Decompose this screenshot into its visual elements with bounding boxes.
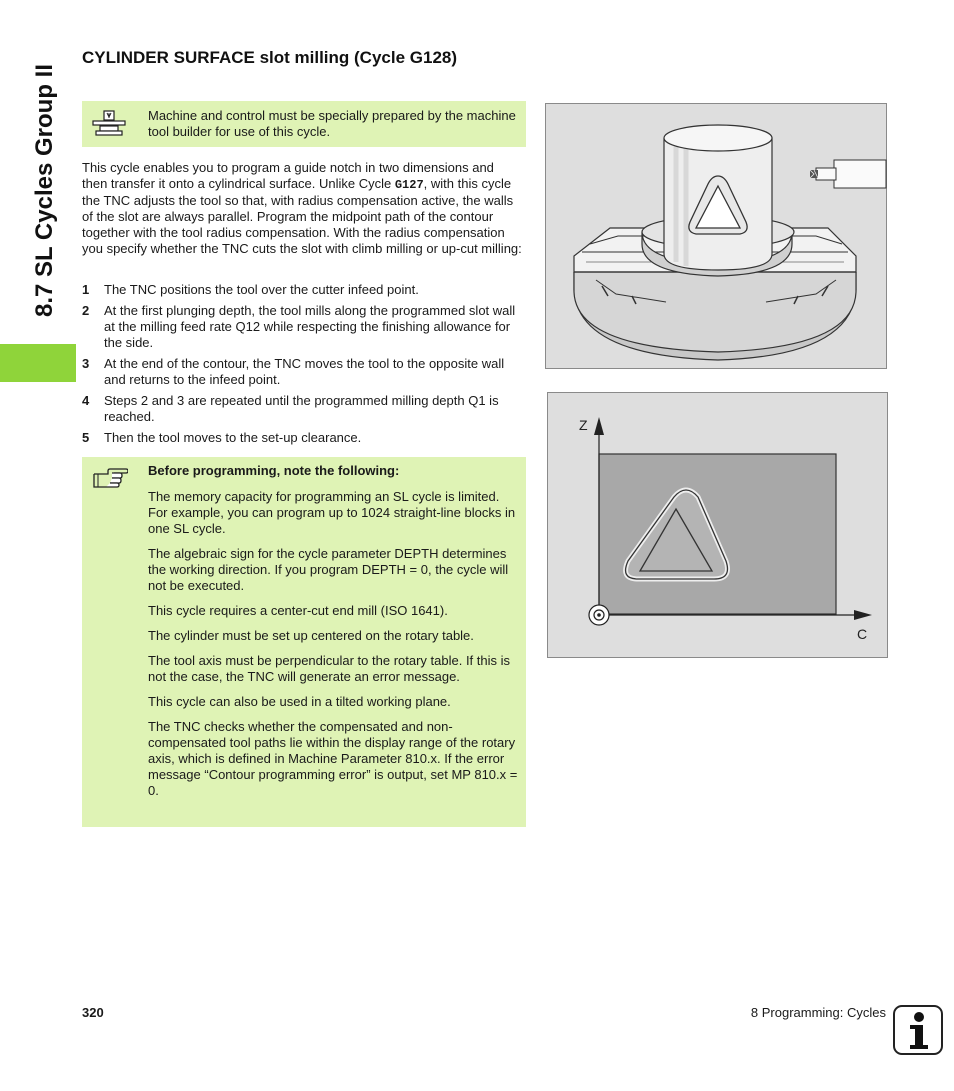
info-icon[interactable]	[893, 1005, 943, 1055]
step-text: Steps 2 and 3 are repeated until the programmed milling depth Q1 is reached.	[104, 393, 499, 424]
programming-note-paragraph: This cycle can also be used in a tilted working plane.	[148, 694, 451, 709]
intro-text-after: , with this cycle the TNC adjusts the tool so that, with radius compensation active, the walls of the slot are always parallel. Program the midpoint path of the contour together with the tool radius compensation. With the radius compensation you specify whether the TNC cuts the slot with climb milling or up-cut milling:	[82, 176, 522, 256]
step-item	[82, 303, 526, 351]
page-title: CYLINDER SURFACE slot milling (Cycle G128)	[82, 48, 458, 67]
step-text: Then the tool moves to the set-up clearance.	[104, 430, 362, 445]
programming-note-paragraph: The TNC checks whether the compensated and non-compensated tool paths lie within the display range of the rotary axis, which is defined in Machine Parameter 810.x. If the error message “Contour programming error” is output, set MP 810.x = 0.	[148, 719, 518, 798]
step-item	[82, 430, 526, 446]
programming-note-paragraph: The cylinder must be set up centered on the rotary table.	[148, 628, 474, 643]
step-number: 5	[82, 430, 90, 445]
pointing-hand-icon	[92, 465, 128, 496]
programming-note-box	[82, 457, 526, 827]
axis-label-z: Z	[579, 417, 588, 433]
step-item	[82, 356, 526, 388]
intro-text-before: This cycle enables you to program a guide notch in two dimensions and then transfer it onto a cylindrical surface. Unlike Cycle	[82, 160, 494, 191]
step-item	[82, 282, 526, 298]
axis-label-c: C	[857, 626, 868, 642]
step-text: The TNC positions the tool over the cutter infeed point.	[104, 282, 419, 297]
intro-paragraph	[82, 160, 522, 257]
step-number: 1	[82, 282, 90, 297]
machine-note-box	[82, 101, 526, 147]
page-number: 320	[82, 1005, 104, 1020]
step-number: 3	[82, 356, 90, 371]
section-side-label: 8.7 SL Cycles Group II	[31, 64, 58, 317]
programming-note-paragraph: This cycle requires a center-cut end mill (ISO 1641).	[148, 603, 448, 618]
programming-note-heading: Before programming, note the following:	[148, 463, 400, 478]
development-diagram	[547, 392, 888, 658]
steps-list	[82, 282, 526, 451]
machine-note-text: Machine and control must be specially prepared by the machine tool builder for use of this cycle.	[148, 108, 516, 139]
step-text: At the first plunging depth, the tool mills along the programmed slot wall at the milling feed rate Q12 while respecting the finishing allowance for the side.	[104, 303, 516, 350]
unrolled-surface-drawing	[548, 393, 889, 659]
section-side-title	[26, 55, 60, 325]
step-number: 2	[82, 303, 90, 318]
machine-icon	[92, 109, 126, 142]
section-tab-marker	[0, 344, 76, 382]
programming-note-paragraph: The tool axis must be perpendicular to the rotary table. If this is not the case, the TNC will generate an error message.	[148, 653, 511, 684]
cycle-code: G127	[394, 178, 424, 192]
rotary-table-drawing	[546, 104, 888, 370]
step-text: At the end of the contour, the TNC moves the tool to the opposite wall and returns to the infeed point.	[104, 356, 505, 387]
cylinder-illustration	[545, 103, 887, 369]
step-item	[82, 393, 526, 425]
chapter-label: 8 Programming: Cycles	[750, 1005, 886, 1020]
programming-note-paragraph: The memory capacity for programming an SL cycle is limited. For example, you can program up to 1024 straight-line blocks in one SL cycle.	[148, 489, 516, 536]
step-number: 4	[82, 393, 90, 408]
programming-note-paragraph: The algebraic sign for the cycle parameter DEPTH determines the working direction. If you program DEPTH = 0, the cycle will not be executed.	[148, 546, 509, 593]
programming-note-text	[148, 463, 518, 808]
